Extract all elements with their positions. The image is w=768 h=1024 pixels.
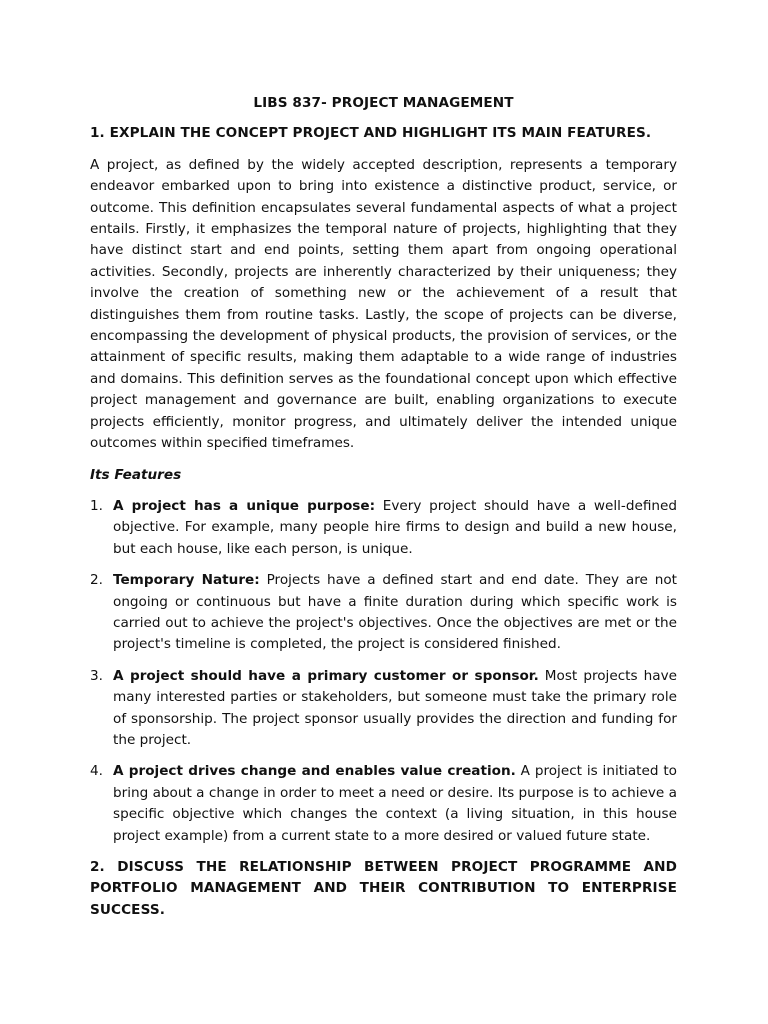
feature-item-3	[90, 666, 677, 752]
feature-lead: Temporary Nature:	[113, 572, 260, 589]
intro-paragraph: A project, as defined by the widely accepted description, represents a temporary endeavor embarked upon to bring into existence a distinctive product, service, or outcome. This definition encapsulates several fundamental aspects of what a project entails. Firstly, it emphasizes the temporal nature of projects, highlighting that they have distinct start and end points, setting them apart from ongoing operational activities. Secondly, projects are inherently characterized by their uniqueness; they involve the creation of something new or the achievement of a result that distinguishes them from routine tasks. Lastly, the scope of projects can be diverse, encompassing the development of physical products, the provision of services, or the attainment of specific results, making them adaptable to a wide range of industries and domains. This definition serves as the foundational concept upon which effective project management and governance are built, enabling organizations to execute projects efficiently, monitor progress, and ultimately deliver the intended unique outcomes within specified timeframes.	[90, 156, 677, 452]
feature-text: Most projects have many interested parties or stakeholders, but someone must take the primary role of sponsorship. The project sponsor usually provides the direction and funding for the project.	[113, 667, 677, 748]
feature-number: 4.	[90, 763, 103, 780]
features-list	[90, 496, 677, 847]
feature-item-4	[90, 761, 677, 847]
feature-text: A project is initiated to bring about a change in order to meet a need or desire. Its purpose is to achieve a specific objective which changes the context (a living situation, in this house project example) from a current state to a more desired or valued future state.	[113, 763, 677, 844]
question-2-heading: 2. DISCUSS THE RELATIONSHIP BETWEEN PROJECT PROGRAMME AND PORTFOLIO MANAGEMENT AND THEIR CONTRIBUTION TO ENTERPRISE SUCCESS.	[90, 859, 677, 918]
feature-item-1	[90, 496, 677, 560]
feature-number: 2.	[90, 572, 103, 589]
feature-item-2	[90, 570, 677, 656]
feature-lead: A project drives change and enables value creation.	[113, 763, 516, 780]
feature-text: Every project should have a well-defined objective. For example, many people hire firms to design and build a new house, but each house, like each person, is unique.	[113, 497, 677, 557]
feature-lead: A project should have a primary customer or sponsor.	[113, 667, 539, 684]
document-page	[90, 93, 677, 921]
feature-number: 1.	[90, 497, 103, 514]
question-1-heading: 1. EXPLAIN THE CONCEPT PROJECT AND HIGHLIGHT ITS MAIN FEATURES.	[90, 125, 652, 142]
feature-text: Projects have a defined start and end date. They are not ongoing or continuous but have a finite duration during which specific work is carried out to achieve the project's objectives. Once the objectives are met or the project's timeline is completed, the project is considered finished.	[113, 572, 677, 653]
feature-number: 3.	[90, 667, 103, 684]
features-heading: Its Features	[90, 466, 182, 483]
feature-lead: A project has a unique purpose:	[113, 497, 376, 514]
document-title: LIBS 837- PROJECT MANAGEMENT	[253, 95, 514, 111]
